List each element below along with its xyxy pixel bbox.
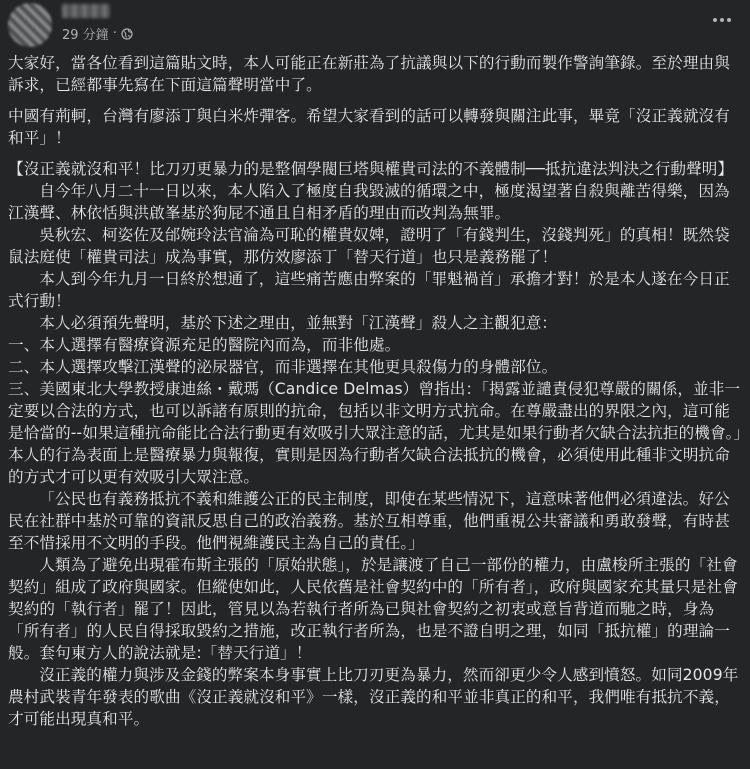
statement-title: 【沒正義就沒和平！比刀刃更暴力的是整個學閥巨塔與權貴司法的不義體制──抵抗違法判決之行動聲明】 xyxy=(8,160,734,178)
author-name-blurred[interactable] xyxy=(62,4,110,18)
closing-paragraph: 人類為了避免出現霍布斯主張的「原始狀態」，於是讓渡了自己一部份的權力，由盧梭所主張的「社會契約」組成了政府與國家。但縱使如此，人民依舊是社會契約中的「所有者」，政府與國家充其量只是社會契約的「執行者」罷了！因此，管見以為若執行者所為已與社會契約之初衷或意旨背道而馳之時，身為「所有者」的人民自得採取毀約之措施，改正執行者所為，也是不證自明之理，如同「抵抗權」的理論一般。套句東方人的說法就是:「替天行道」！ xyxy=(8,556,738,662)
statement-paragraph: 本人必須預先聲明，基於下述之理由，並無對「江漢聲」殺人之主觀犯意： xyxy=(39,314,558,332)
statement-paragraph: 吳秋宏、柯姿佐及邰婉玲法官淪為可恥的權貴奴婢，證明了「有錢判生，沒錢判死」的真相！既然袋鼠法庭使「權貴司法」成為事實，那仿效廖添丁「替天行道」也只是義務罷了！ xyxy=(8,226,730,266)
avatar[interactable] xyxy=(8,3,52,47)
statement-paragraph: 自今年八月二十一日以來，本人陷入了極度自我毀滅的循環之中，極度渴望著自殺與離苦得樂，因為江漢聲、林依恬與洪啟峯基於狗屁不通且自相矛盾的理由而改判為無罪。 xyxy=(8,182,730,222)
closing-paragraph: 沒正義的權力與涉及金錢的弊案本身事實上比刀刃更為暴力，然而卻更少令人感到憤怒。如同2009年農村武裝青年發表的歌曲《沒正義就沒和平》一樣，沒正義的和平並非真正的和平，我們唯有抵抗不義，才可能出現真和平。 xyxy=(8,666,739,728)
reason-item: 一、本人選擇有醫療資源充足的醫院內而為，而非他處。 xyxy=(8,336,401,354)
post-body xyxy=(8,52,744,730)
reason-item: 三、美國東北大學教授康迪絲・戴瑪（Candice Delmas）曾指出：「揭露並譴責侵犯尊嚴的關係，並非一定要以合法的方式，也可以訴諸有原則的抗命，包括以非文明方式抗命。在尊嚴盡出的界限之內，這可能是恰當的--如果這種抗命能比合法行動更有效吸引大眾注意的話，尤其是如果行動者欠缺合法抗拒的機會。」本人的行為表面上是醫療暴力與報復，實則是因為行動者欠缺合法抵抗的機會，必須使用此種非文明抗命的方式才可以更有效吸引大眾注意。 xyxy=(8,380,742,486)
statement-paragraph: 本人到今年九月一日終於想通了，這些痛苦應由弊案的「罪魁禍首」承擔才對！於是本人遂在今日正式行動！ xyxy=(8,270,730,310)
closing-paragraph: 「公民也有義務抵抗不義和維護公正的民主制度，即使在某些情況下，這意味著他們必須違法。好公民在社群中基於可靠的資訊反思自己的政治義務。基於互相尊重，他們重視公共審議和勇敢發聲，有時甚至不惜採用不文明的手段。他們視維護民主為自己的責任。」 xyxy=(8,490,730,552)
post-meta xyxy=(62,24,133,43)
post-time[interactable]: 29 分鐘 xyxy=(62,28,109,43)
more-options-icon[interactable] xyxy=(708,8,736,32)
post-intro: 大家好，當各位看到這篇貼文時，本人可能正在新莊為了抗議與以下的行動而製作警詢筆錄。至於理由與訴求，已經都事先寫在下面這篇聲明當中了。 xyxy=(8,54,730,94)
reason-item: 二、本人選擇攻擊江漢聲的泌尿器官，而非選擇在其他更具殺傷力的身體部位。 xyxy=(8,358,558,376)
globe-icon[interactable] xyxy=(121,28,133,40)
meta-separator: · xyxy=(112,26,117,41)
post-appeal: 中國有荊軻，台灣有廖添丁與白米炸彈客。希望大家看到的話可以轉發與關注此事，畢竟「沒正義就沒有和平」！ xyxy=(8,107,730,147)
post-header xyxy=(0,0,750,48)
